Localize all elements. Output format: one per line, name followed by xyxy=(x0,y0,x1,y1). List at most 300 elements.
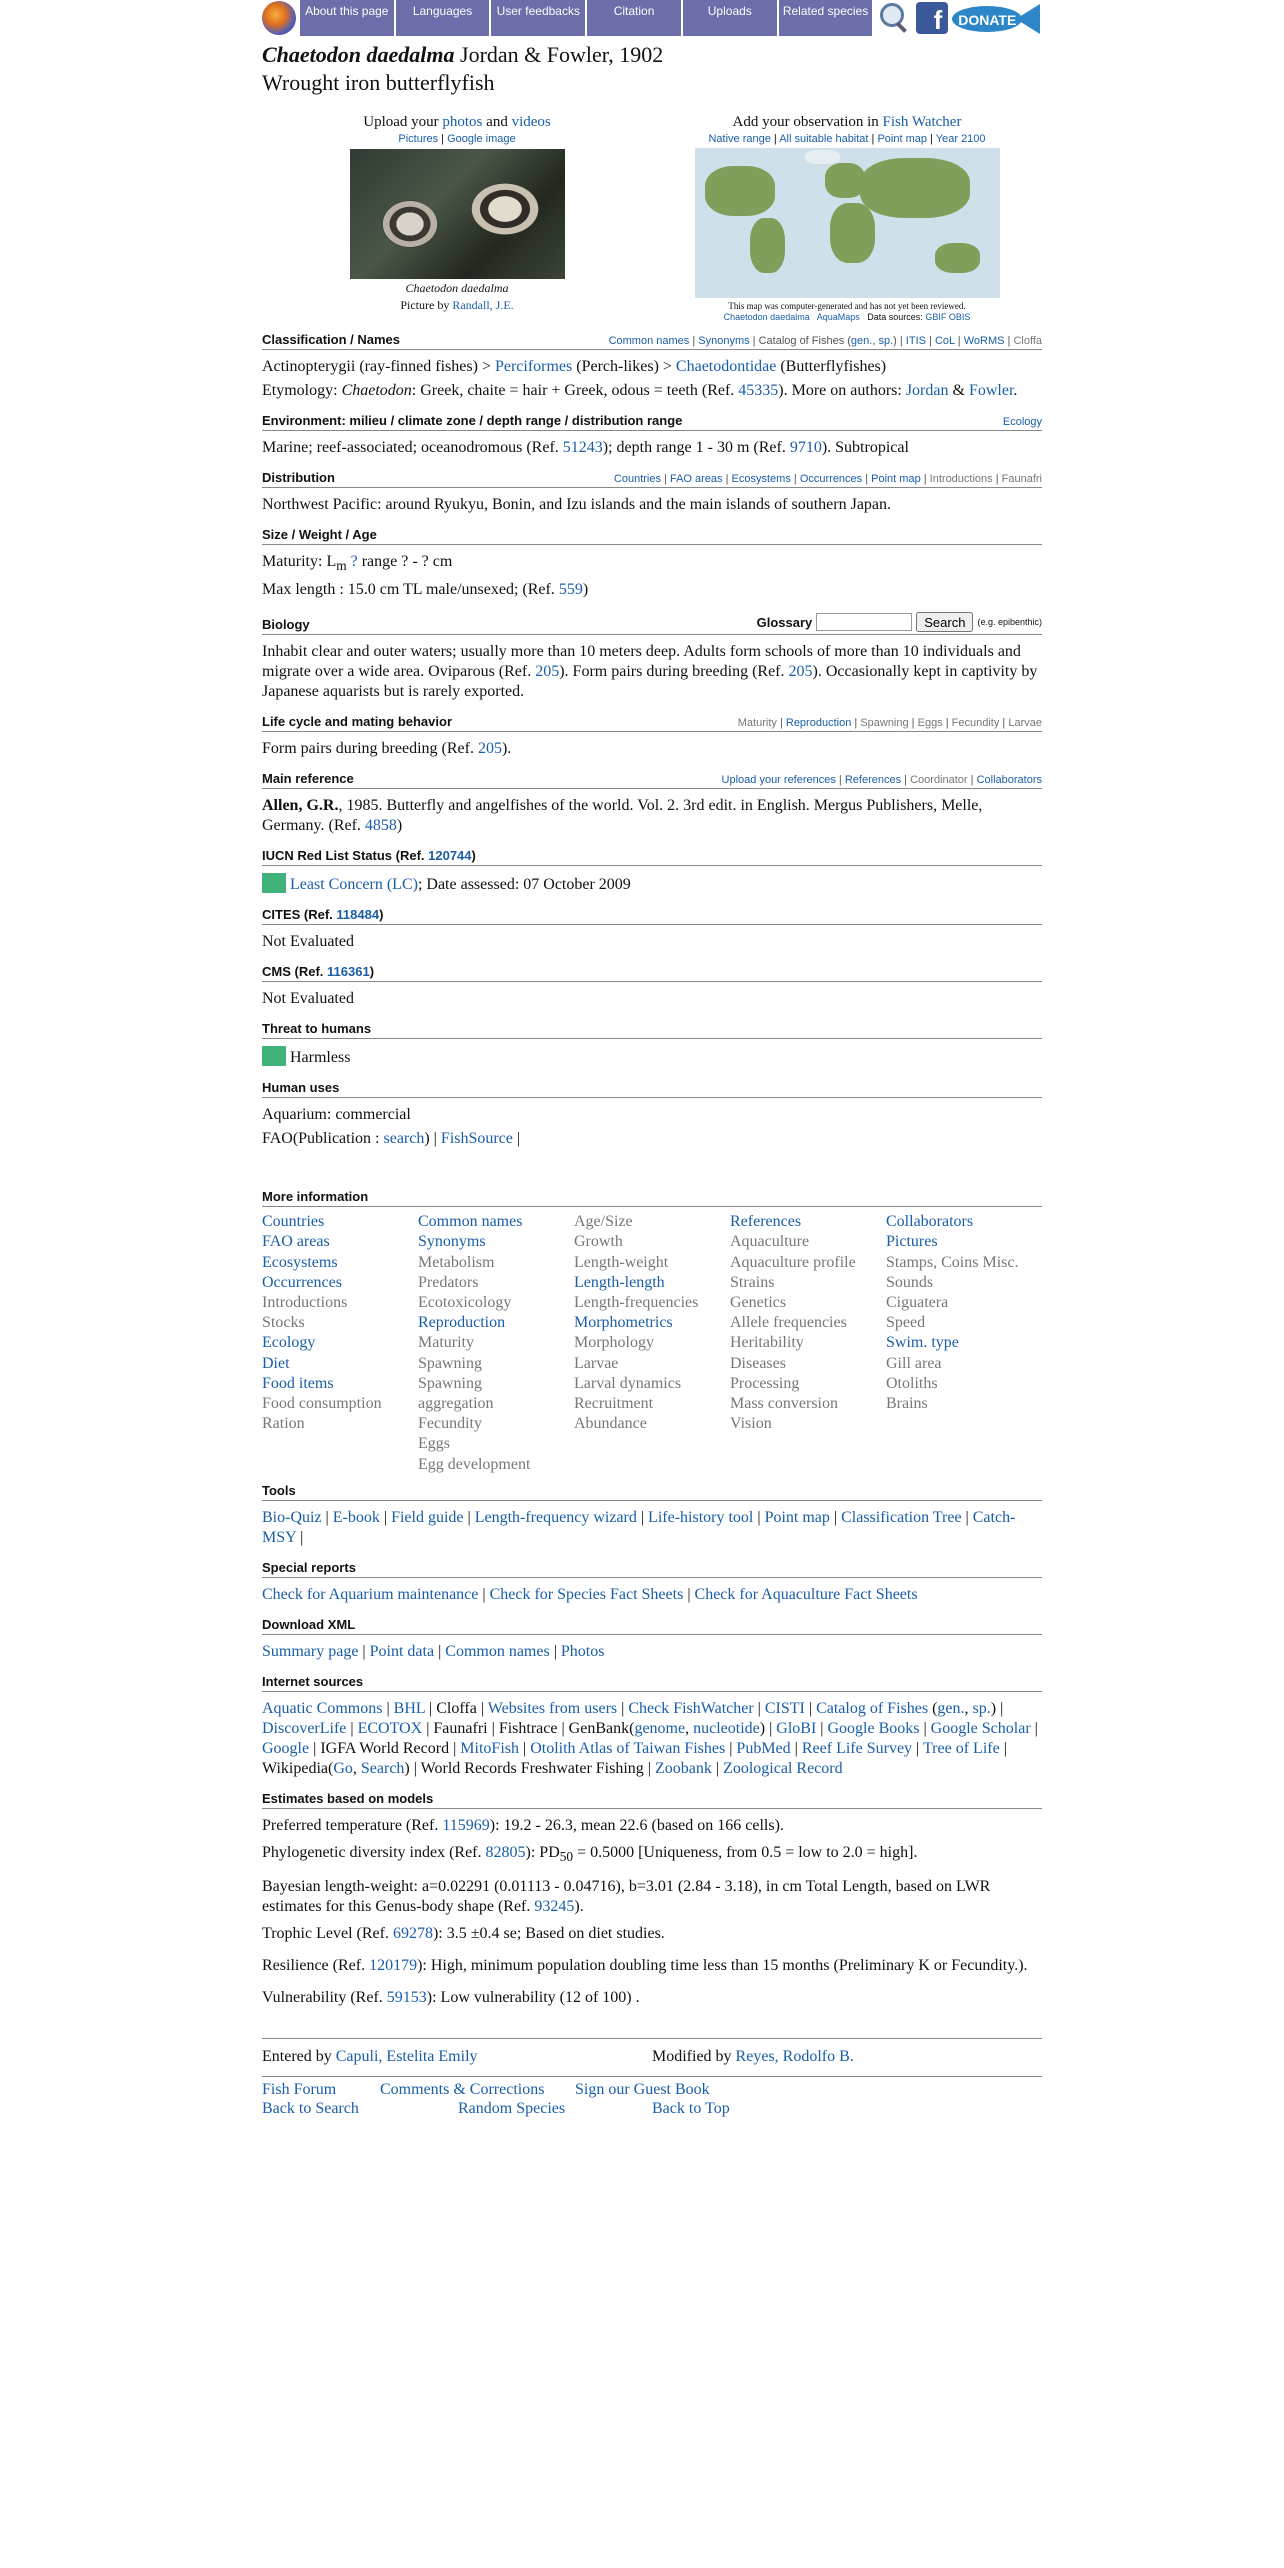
special-title: Special reports xyxy=(262,1559,356,1575)
class-text: Actinopterygii (ray-finned fishes) > xyxy=(262,358,491,375)
suitable-habitat-link[interactable]: All suitable habitat xyxy=(779,133,869,145)
biology-ref2-link[interactable]: 205 xyxy=(788,663,813,681)
nav-citation[interactable]: Citation xyxy=(587,0,681,36)
environment-text-b: ); depth range 1 - 30 m (Ref. xyxy=(602,439,786,456)
reef-life-survey-link[interactable]: Reef Life Survey xyxy=(801,1739,913,1757)
life-history-link[interactable]: Life-history tool xyxy=(648,1508,754,1526)
modified-by-label: Modified by xyxy=(652,2048,732,2066)
moreinfo-item[interactable]: Synonyms xyxy=(418,1233,486,1251)
moreinfo-item[interactable]: Pictures xyxy=(886,1233,938,1251)
zoological-record-link[interactable]: Zoological Record xyxy=(723,1759,843,1777)
nav-uploads[interactable]: Uploads xyxy=(683,0,777,36)
etymology-ref-link[interactable]: 45335 xyxy=(738,382,779,399)
biology-text-b: ). Form pairs during breeding (Ref. xyxy=(559,663,785,681)
random-species-link[interactable]: Random Species xyxy=(458,2100,566,2118)
otolith-atlas-link[interactable]: Otolith Atlas of Taiwan Fishes xyxy=(530,1739,726,1757)
year-2100-link[interactable]: Year 2100 xyxy=(935,133,986,145)
iucn-status-link[interactable]: Least Concern (LC) xyxy=(290,876,418,894)
donate-button[interactable] xyxy=(952,2,1042,34)
moreinfo-item[interactable]: Ecology xyxy=(262,1334,316,1352)
pd-ref-link[interactable]: 82805 xyxy=(485,1843,526,1861)
environment-text-c: ). Subtropical xyxy=(821,439,909,456)
moreinfo-item[interactable]: Collaborators xyxy=(886,1213,974,1231)
human-uses-body xyxy=(262,1105,1042,1149)
fishsource-link[interactable]: FishSource xyxy=(440,1130,513,1148)
entered-by-link[interactable]: Capuli, Estelita Emily xyxy=(335,2048,478,2066)
distribution-text: Northwest Pacific: around Ryukyu, Bonin, and Izu islands and the main islands of southern Japan. xyxy=(262,496,892,513)
itis-link[interactable]: ITIS xyxy=(905,335,926,347)
lf-wizard-link[interactable]: Length-frequency wizard xyxy=(474,1508,637,1526)
moreinfo-item[interactable]: Brains xyxy=(886,1395,928,1413)
pd-label: Phylogenetic diversity index (Ref. xyxy=(262,1843,482,1861)
moreinfo-col-3 xyxy=(574,1212,730,1475)
entered-by xyxy=(262,2048,652,2066)
estimates-header xyxy=(262,1791,1042,1809)
bhl-link[interactable]: BHL xyxy=(393,1699,426,1717)
glossary-input[interactable] xyxy=(816,613,912,631)
classification-tree-link[interactable]: Classification Tree xyxy=(841,1508,962,1526)
pd-prefix: ): PD xyxy=(525,1843,560,1861)
cites-body: Not Evaluated xyxy=(262,933,354,951)
moreinfo-item[interactable]: Diet xyxy=(262,1354,290,1372)
cites-title xyxy=(262,907,383,922)
moreinfo-item[interactable]: Sounds xyxy=(886,1273,934,1291)
moreinfo-item[interactable]: Heritability xyxy=(730,1334,804,1352)
lifecycle-text-b: ). xyxy=(501,740,512,758)
cites-title-close: ) xyxy=(379,907,384,923)
lc-spawning-link[interactable]: Spawning xyxy=(860,717,909,730)
moreinfo-item[interactable]: Spawning xyxy=(418,1354,482,1372)
photographer-link[interactable]: Randall, J.E. xyxy=(452,298,514,312)
biology-ref1-link[interactable]: 205 xyxy=(535,663,560,681)
google-link[interactable]: Google xyxy=(262,1739,310,1757)
moreinfo-item[interactable]: Egg development xyxy=(418,1455,531,1473)
col-link[interactable]: CoL xyxy=(934,335,955,347)
moreinfo-col-5 xyxy=(886,1212,1042,1475)
common-names-link[interactable]: Common names xyxy=(608,335,690,347)
etymology-text: : Greek, chaite = hair + Greek, odous = teeth (Ref. xyxy=(411,382,735,399)
point-map-link[interactable]: Point map xyxy=(877,133,927,145)
upload-and: and xyxy=(486,114,508,130)
moreinfo-item[interactable]: Mass conversion xyxy=(730,1395,838,1413)
fao-search-link[interactable]: search xyxy=(383,1130,425,1148)
cms-ref-link[interactable]: 116361 xyxy=(327,964,370,980)
aquaculture-fact-sheets-link[interactable]: Check for Aquaculture Fact Sheets xyxy=(694,1585,918,1603)
mainref-links: Upload your references | References | Coordinator | Collaborators xyxy=(721,774,1042,787)
fao-label: FAO(Publication : xyxy=(262,1130,380,1148)
moreinfo-item[interactable]: Larval dynamics xyxy=(574,1374,682,1392)
moreinfo-item[interactable]: Diseases xyxy=(730,1354,786,1372)
dist-introductions-link[interactable]: Introductions xyxy=(929,473,993,485)
internet-body: Aquatic Commons | BHL | Cloffa | Websites from users | Check FishWatcher | CISTI | Catalog of Fishes (gen., sp.) | DiscoverLife | ECOTOX | Faunafri | Fishtrace | GenBank(genome, nucleotide) | GloBI | Google Books | Google Scholar | Google | IGFA World Record | MitoFish | Otolith Atlas of Taiwan Fishes | PubMed | Reef Life Survey | Tree of Life | Wikipedia(Go, Search) | World Records Freshwater Fishing | Zoobank | Zoological Record xyxy=(262,1699,1038,1777)
xml-header xyxy=(262,1617,1042,1635)
google-scholar-link[interactable]: Google Scholar xyxy=(930,1719,1031,1737)
cloffa-link[interactable]: Cloffa xyxy=(1013,335,1042,347)
environment-title: Environment: milieu / climate zone / depth range / distribution range xyxy=(262,413,683,428)
xml-summary-link[interactable]: Summary page xyxy=(262,1642,359,1660)
moreinfo-item[interactable]: References xyxy=(730,1213,802,1231)
coordinator-link[interactable]: Coordinator xyxy=(910,774,968,787)
glossary-search-button[interactable]: Search xyxy=(916,612,973,632)
cms-title xyxy=(262,964,374,979)
author-jordan-link[interactable]: Jordan xyxy=(905,382,949,399)
moreinfo-item[interactable]: Otoliths xyxy=(886,1374,938,1392)
nav-languages[interactable]: Languages xyxy=(396,0,490,36)
environment-text-a: Marine; reef-associated; oceanodromous (Ref. xyxy=(262,439,559,456)
moreinfo-item[interactable]: Recruitment xyxy=(574,1395,654,1413)
lw-text: Bayesian length-weight: a=0.02291 (0.01113 - 0.04716), b=3.01 (2.84 - 3.18), in cm Total Length, based on LWR estimates for this Genus-body shape (Ref. xyxy=(262,1878,991,1916)
distribution-map[interactable] xyxy=(695,148,1000,298)
tools-title: Tools xyxy=(262,1482,296,1498)
map-note: This map was computer-generated and has not yet been reviewed. xyxy=(728,301,966,311)
bio-quiz-link[interactable]: Bio-Quiz xyxy=(262,1508,322,1526)
check-fishwatcher-link[interactable]: Check FishWatcher xyxy=(628,1699,754,1717)
cloffa-text: Cloffa xyxy=(436,1699,477,1717)
modified-by xyxy=(652,2048,854,2066)
collaborators-link[interactable]: Collaborators xyxy=(976,774,1042,787)
iucn-title-text: IUCN Red List Status (Ref. xyxy=(262,848,425,864)
moreinfo-header xyxy=(262,1189,1042,1207)
environment-ref1-link[interactable]: 51243 xyxy=(562,439,603,456)
max-length-line xyxy=(262,580,1042,600)
internet-header xyxy=(262,1674,1042,1692)
google-image-link[interactable]: Google image xyxy=(447,133,516,145)
catalog-fishes-link[interactable]: Catalog of Fishes xyxy=(816,1699,929,1717)
moreinfo-item[interactable]: Strains xyxy=(730,1273,775,1291)
wikipedia-search-link[interactable]: Search xyxy=(360,1759,405,1777)
moreinfo-item[interactable]: Swim. type xyxy=(886,1334,959,1352)
tl-ref-link[interactable]: 69278 xyxy=(392,1925,433,1943)
tools-header xyxy=(262,1483,1042,1501)
upload-photos-link[interactable]: photos xyxy=(442,114,483,130)
moreinfo-item[interactable]: Stocks xyxy=(262,1314,305,1332)
moreinfo-item[interactable]: Gill area xyxy=(886,1354,942,1372)
cms-header xyxy=(262,964,1042,982)
fish-watcher-link[interactable]: Fish Watcher xyxy=(882,114,962,130)
gbif-obis-link[interactable]: GBIF OBIS xyxy=(925,312,971,322)
moreinfo-item[interactable]: Morphology xyxy=(574,1334,654,1352)
mainref-header xyxy=(262,771,1042,789)
vulnerability-line xyxy=(262,1988,1042,2008)
moreinfo-item[interactable]: Age/Size xyxy=(574,1213,633,1231)
nucleotide-link[interactable]: nucleotide xyxy=(693,1719,760,1737)
lc-reproduction-link[interactable]: Reproduction xyxy=(785,717,852,730)
iucn-title xyxy=(262,848,476,863)
moreinfo-item[interactable]: Aquaculture profile xyxy=(730,1253,856,1271)
moreinfo-item[interactable]: FAO areas xyxy=(262,1233,330,1251)
lifecycle-text-a: Form pairs during breeding (Ref. xyxy=(262,740,474,758)
ecology-link[interactable]: Ecology xyxy=(1002,416,1042,428)
xml-title: Download XML xyxy=(262,1616,356,1632)
maturity-range: range ? - ? cm xyxy=(357,553,453,570)
genbank-label: GenBank( xyxy=(568,1719,635,1737)
environment-header xyxy=(262,413,1042,431)
moreinfo-col-1 xyxy=(262,1212,418,1475)
aquamaps-link[interactable]: AquaMaps xyxy=(816,312,860,322)
dist-occurrences-link[interactable]: Occurrences xyxy=(799,473,863,485)
pubmed-link[interactable]: PubMed xyxy=(736,1739,791,1757)
comments-link[interactable]: Comments & Corrections xyxy=(380,2081,545,2099)
temp-ref-link[interactable]: 115969 xyxy=(442,1816,490,1834)
catch-msy-link[interactable]: Catch-MSY xyxy=(262,1508,1016,1546)
moreinfo-item[interactable]: Larvae xyxy=(574,1354,619,1372)
references-link[interactable]: References xyxy=(844,774,902,787)
back-to-top-link[interactable]: Back to Top xyxy=(652,2100,730,2118)
faunafri-text: Faunafri xyxy=(433,1719,488,1737)
size-header xyxy=(262,527,1042,545)
globi-link[interactable]: GloBI xyxy=(776,1719,817,1737)
lifecycle-ref-link[interactable]: 205 xyxy=(477,740,502,758)
moreinfo-item[interactable]: Food consumption xyxy=(262,1395,382,1413)
picture-by-label: Picture by xyxy=(400,298,450,312)
moreinfo-item[interactable]: Length-frequencies xyxy=(574,1294,699,1311)
moreinfo-item[interactable]: Abundance xyxy=(574,1415,647,1433)
moreinfo-item[interactable]: Ciguatera xyxy=(886,1294,949,1311)
back-to-search-link[interactable]: Back to Search xyxy=(262,2100,359,2118)
footer-links-row1 xyxy=(262,2081,1042,2099)
media-panel xyxy=(262,114,1042,322)
moreinfo-item[interactable]: aggregation xyxy=(418,1395,494,1413)
map-species-link[interactable]: Chaetodon daedalma xyxy=(723,312,810,322)
pictures-link[interactable]: Pictures xyxy=(398,133,439,145)
nav-related-species[interactable]: Related species xyxy=(779,0,873,36)
internet-sp-link[interactable]: sp. xyxy=(972,1699,991,1717)
facebook-icon[interactable]: f xyxy=(916,2,948,34)
moreinfo-item[interactable]: Aquaculture xyxy=(730,1233,810,1251)
dist-pointmap-link[interactable]: Point map xyxy=(871,473,921,485)
author-fowler-link[interactable]: Fowler xyxy=(968,382,1014,399)
observe-line xyxy=(652,114,1042,131)
temp-label: Preferred temperature (Ref. xyxy=(262,1816,439,1834)
moreinfo-item[interactable]: Processing xyxy=(730,1374,800,1392)
lw-ref-link[interactable]: 93245 xyxy=(534,1898,575,1916)
genome-link[interactable]: genome xyxy=(634,1719,686,1737)
etymology-label: Etymology: xyxy=(262,382,338,399)
moreinfo-item[interactable]: Morphometrics xyxy=(574,1314,673,1332)
biology-text-c: ). Occasionally kept in captivity by Japanese aquarists but is rarely exported. xyxy=(262,663,1038,701)
fishbase-logo-icon[interactable] xyxy=(262,1,296,35)
dist-faunafri-link[interactable]: Faunafri xyxy=(1001,473,1042,485)
threat-header xyxy=(262,1021,1042,1039)
tl-value: ): 3.5 ±0.4 se; Based on diet studies. xyxy=(432,1925,665,1943)
moreinfo-item[interactable]: Stamps, Coins Misc. xyxy=(886,1253,1019,1271)
lifecycle-body xyxy=(262,739,1042,759)
order-common: (Perch-likes) > xyxy=(576,358,672,375)
temperature-line xyxy=(262,1816,1042,1836)
human-uses-title: Human uses xyxy=(262,1080,340,1096)
vul-ref-link[interactable]: 59153 xyxy=(386,1989,427,2007)
map-sources xyxy=(652,312,1042,322)
mainref-title: Main reference xyxy=(262,771,354,787)
trophic-line xyxy=(262,1924,1042,1944)
moreinfo-title: More information xyxy=(262,1189,369,1205)
threat-text: Harmless xyxy=(290,1049,351,1067)
mitofish-link[interactable]: MitoFish xyxy=(460,1739,519,1757)
moreinfo-item[interactable]: Ecotoxicology xyxy=(418,1294,512,1311)
modified-by-link[interactable]: Reyes, Rodolfo B. xyxy=(735,2048,854,2066)
dist-fao-link[interactable]: FAO areas xyxy=(669,473,723,485)
classification-body xyxy=(262,357,1042,401)
moreinfo-item[interactable]: Allele frequencies xyxy=(730,1314,847,1332)
species-author: Jordan & Fowler, 1902 xyxy=(460,42,664,67)
native-range-link[interactable]: Native range xyxy=(708,133,771,145)
threat-body xyxy=(262,1046,1042,1068)
moreinfo-item[interactable]: Genetics xyxy=(730,1294,786,1311)
iucn-status-swatch xyxy=(262,873,286,893)
ecotox-link[interactable]: ECOTOX xyxy=(357,1719,423,1737)
res-ref-link[interactable]: 120179 xyxy=(369,1957,418,1975)
xml-body: Summary page | Point data | Common names | Photos xyxy=(262,1642,605,1660)
catalog-label: Catalog of Fishes ( xyxy=(758,335,851,347)
lc-eggs-link[interactable]: Eggs xyxy=(917,717,943,730)
classification-header xyxy=(262,332,1042,350)
mainref-text: , 1985. Butterfly and angelfishes of the world. Vol. 2. 3rd edit. in English. Mergus Publishers, Melle, Germany. (Ref. xyxy=(262,797,983,835)
moreinfo-item[interactable]: Fecundity xyxy=(418,1415,482,1433)
iucn-header xyxy=(262,848,1042,866)
cites-ref-link[interactable]: 118484 xyxy=(336,907,380,923)
maturity-link[interactable]: ? xyxy=(350,553,358,570)
maturity-line xyxy=(262,552,1042,576)
tools-body: Bio-Quiz | E-book | Field guide | Length-frequency wizard | Life-history tool | Point map | Classification Tree | Catch-MSY | xyxy=(262,1508,1016,1546)
moreinfo-item[interactable]: Speed xyxy=(886,1314,926,1332)
footer-divider-2 xyxy=(262,2076,1042,2077)
photo-links: Pictures | Google image xyxy=(398,133,516,145)
res-value: ): High, minimum population doubling time less than 15 months (Preliminary K or Fecundity.). xyxy=(417,1957,1028,1975)
field-guide-link[interactable]: Field guide xyxy=(391,1508,464,1526)
nav-user-feedbacks[interactable]: User feedbacks xyxy=(491,0,585,36)
wikipedia-label: Wikipedia( xyxy=(262,1759,334,1777)
catalog-sp-link[interactable]: sp. xyxy=(878,335,894,347)
igfa-text: IGFA World Record xyxy=(320,1739,450,1757)
moreinfo-item[interactable]: Ration xyxy=(262,1415,305,1433)
species-photo[interactable] xyxy=(350,149,565,279)
environment-body xyxy=(262,438,1042,458)
moreinfo-item[interactable]: Vision xyxy=(730,1415,772,1433)
moreinfo-col-2 xyxy=(418,1212,574,1475)
tools-point-map-link[interactable]: Point map xyxy=(764,1508,830,1526)
moreinfo-item[interactable]: Reproduction xyxy=(418,1314,506,1332)
family-common: (Butterflyfishes) xyxy=(780,358,887,375)
moreinfo-item[interactable]: Spawning xyxy=(418,1374,482,1392)
glossary-label: Glossary xyxy=(756,614,813,630)
mainref-ref-link[interactable]: 4858 xyxy=(364,817,397,835)
aquatic-commons-link[interactable]: Aquatic Commons xyxy=(262,1699,383,1717)
page-title xyxy=(262,42,1042,68)
max-length-close: ) xyxy=(582,581,589,599)
moreinfo-item[interactable]: Growth xyxy=(574,1233,623,1251)
classification-title: Classification / Names xyxy=(262,332,400,347)
upload-videos-link[interactable]: videos xyxy=(511,114,551,130)
moreinfo-item[interactable]: Food items xyxy=(262,1374,334,1392)
biology-body xyxy=(262,642,1042,702)
moreinfo-item[interactable]: Maturity xyxy=(418,1334,474,1352)
family-link[interactable]: Chaetodontidae xyxy=(675,358,777,375)
xml-photos-link[interactable]: Photos xyxy=(560,1642,605,1660)
search-icon[interactable] xyxy=(876,0,912,36)
pd-line xyxy=(262,1843,1042,1867)
catalog-gen-link[interactable]: gen. xyxy=(850,335,873,347)
discoverlife-link[interactable]: DiscoverLife xyxy=(262,1719,347,1737)
top-nav xyxy=(262,0,1042,36)
order-link[interactable]: Perciformes xyxy=(494,358,573,375)
species-fact-sheets-link[interactable]: Check for Species Fact Sheets xyxy=(489,1585,684,1603)
internet-title: Internet sources xyxy=(262,1673,364,1689)
human-uses-header xyxy=(262,1080,1042,1098)
estimates-title: Estimates based on models xyxy=(262,1790,434,1806)
lc-larvae-link[interactable]: Larvae xyxy=(1008,717,1042,730)
moreinfo-item[interactable]: Occurrences xyxy=(262,1273,342,1291)
dist-countries-link[interactable]: Countries xyxy=(613,473,661,485)
moreinfo-item[interactable]: Introductions xyxy=(262,1294,348,1311)
map-column xyxy=(652,114,1042,322)
lc-fecundity-link[interactable]: Fecundity xyxy=(951,717,1000,730)
lc-maturity-link[interactable]: Maturity xyxy=(737,717,777,730)
guestbook-link[interactable]: Sign our Guest Book xyxy=(575,2081,710,2099)
mainref-close: ) xyxy=(396,817,403,835)
species-name: Chaetodon daedalma xyxy=(262,42,455,67)
wikipedia-go-link[interactable]: Go xyxy=(333,1759,353,1777)
distribution-header xyxy=(262,470,1042,488)
iucn-ref-link[interactable]: 120744 xyxy=(428,848,472,864)
ebook-link[interactable]: E-book xyxy=(332,1508,380,1526)
maturity-label: Maturity: L xyxy=(262,553,337,570)
worms-link[interactable]: WoRMS xyxy=(963,335,1005,347)
internet-gen-link[interactable]: gen. xyxy=(937,1699,965,1717)
aquarium-maintenance-link[interactable]: Check for Aquarium maintenance xyxy=(262,1585,479,1603)
xml-point-data-link[interactable]: Point data xyxy=(369,1642,435,1660)
aquarium-line: Aquarium: commercial xyxy=(262,1106,411,1124)
moreinfo-item[interactable]: Ecosystems xyxy=(262,1253,338,1271)
zoobank-link[interactable]: Zoobank xyxy=(655,1759,712,1777)
synonyms-link[interactable]: Synonyms xyxy=(698,335,750,347)
tree-of-life-link[interactable]: Tree of Life xyxy=(922,1739,1000,1757)
photo-column xyxy=(262,114,652,322)
cms-title-text: CMS (Ref. xyxy=(262,964,324,980)
websites-users-link[interactable]: Websites from users xyxy=(487,1699,618,1717)
nav-about[interactable]: About this page xyxy=(300,0,394,36)
dist-ecosystems-link[interactable]: Ecosystems xyxy=(731,473,791,485)
iucn-title-close: ) xyxy=(471,848,476,864)
biology-title: Biology xyxy=(262,617,310,633)
pd-sub: 50 xyxy=(559,1849,574,1865)
xml-common-names-link[interactable]: Common names xyxy=(445,1642,550,1660)
google-books-link[interactable]: Google Books xyxy=(827,1719,920,1737)
biology-header xyxy=(262,612,1042,635)
footer-divider xyxy=(262,2038,1042,2039)
length-weight-line xyxy=(262,1877,1042,1917)
moreinfo-item[interactable]: Metabolism xyxy=(418,1253,495,1271)
moreinfo-item[interactable]: Countries xyxy=(262,1213,325,1231)
environment-ref2-link[interactable]: 9710 xyxy=(789,439,822,456)
iucn-body xyxy=(262,873,1042,895)
moreinfo-item[interactable]: Common names xyxy=(418,1213,523,1231)
cisti-link[interactable]: CISTI xyxy=(764,1699,805,1717)
threat-title: Threat to humans xyxy=(262,1021,372,1037)
credits-row xyxy=(262,2048,1042,2066)
max-length-ref-link[interactable]: 559 xyxy=(558,581,583,599)
biology-text-a: Inhabit clear and outer waters; usually more than 10 meters deep. Adults form schools of more than 10 individuals and migrate over a wide area. Oviparous (Ref. xyxy=(262,643,1021,681)
lifecycle-title: Life cycle and mating behavior xyxy=(262,714,452,730)
special-body: Check for Aquarium maintenance | Check for Species Fact Sheets | Check for Aquaculture Fact Sheets xyxy=(262,1585,918,1603)
upload-references-link[interactable]: Upload your references xyxy=(721,774,836,787)
moreinfo-item[interactable]: Predators xyxy=(418,1273,479,1291)
moreinfo-item[interactable]: Length-weight xyxy=(574,1253,669,1271)
fish-forum-link[interactable]: Fish Forum xyxy=(262,2081,337,2099)
moreinfo-item[interactable]: Length-length xyxy=(574,1273,665,1291)
special-header xyxy=(262,1560,1042,1578)
footer-links-row2 xyxy=(262,2100,1042,2118)
moreinfo-item[interactable]: Eggs xyxy=(418,1435,450,1453)
